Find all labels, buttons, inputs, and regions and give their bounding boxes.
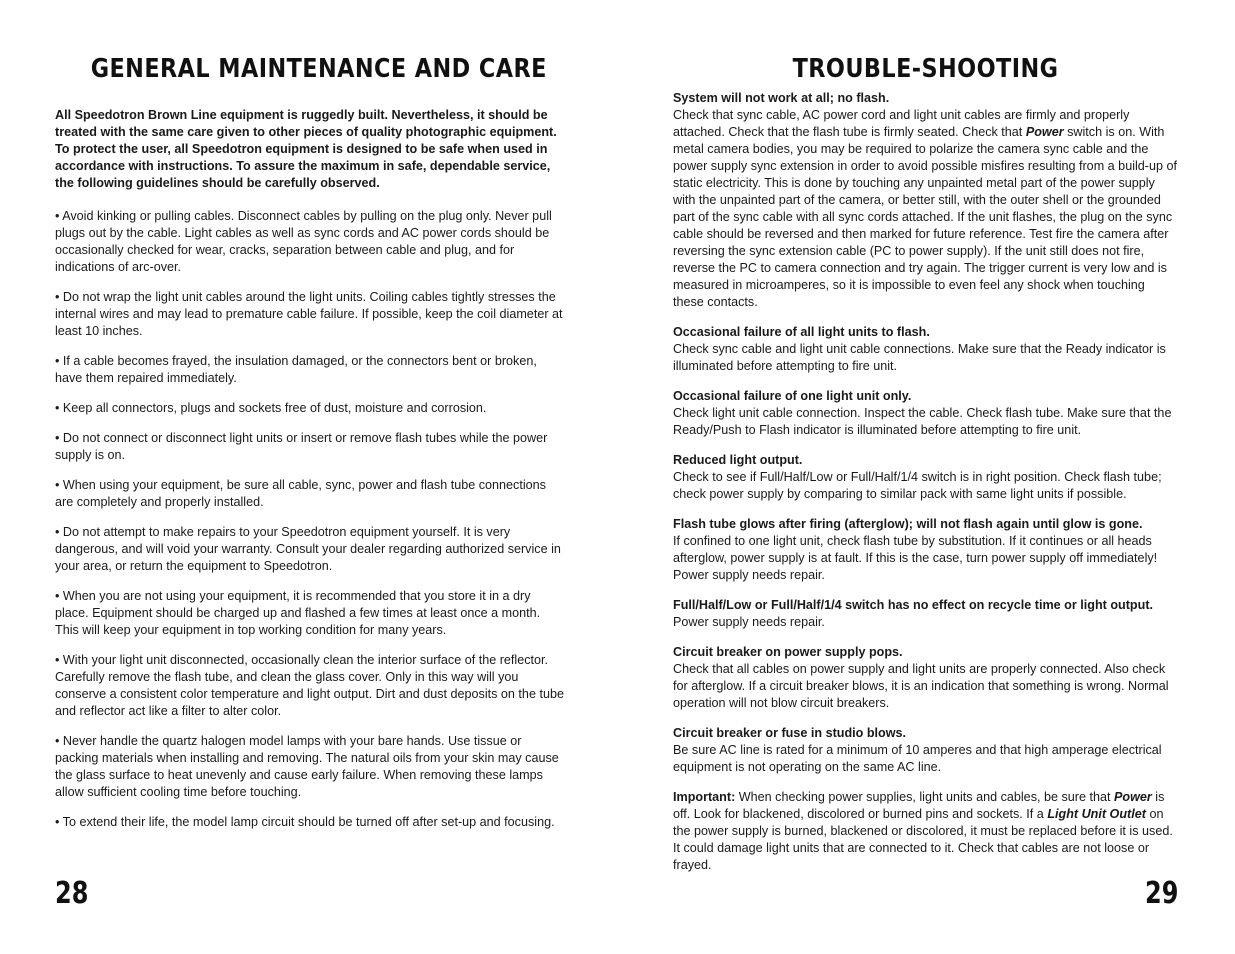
trouble-item-text: Check sync cable and light unit cable connections. Make sure that the Ready indicator is illuminated before attempting to fire unit.	[673, 342, 1166, 373]
maintenance-bullet: • To extend their life, the model lamp circuit should be turned off after set-up and focusing.	[55, 815, 555, 829]
maintenance-content	[55, 107, 565, 844]
trouble-item-text: switch is on. With metal camera bodies, you may be required to polarize the camera sync cable and the power supply sync extension in order to avoid possible misfires resulting from a build-up of static electricity. This is done by touching any unpainted metal part of the power supply with the unpainted part of the camera, or better still, with the outer shell or the grounded part of the sync cable with all sync cords attached. If the unit flashes, the plug on the sync cable should be reversed and then marked for future reference. Test fire the camera after reversing the sync extension cable (PC to power supply). If the unit still does not fire, reverse the PC to camera connection and try again. The trigger current is very low and is measured in microamperes, so it is impossible to even feel any shock when touching these contacts.	[673, 125, 1177, 309]
trouble-item-text: Be sure AC line is rated for a minimum of 10 amperes and that high amperage electrical equipment is not operating on the same AC line.	[673, 743, 1162, 774]
maintenance-bullet: • Keep all connectors, plugs and sockets free of dust, moisture and corrosion.	[55, 401, 487, 415]
maintenance-bullet: • Never handle the quartz halogen model lamps with your bare hands. Use tissue or packing materials when installing and removing. The natural oils from your skin may cause the glass surface to heat unevenly and cause early failure. When removing these lamps allow sufficient cooling time before touching.	[55, 734, 559, 799]
trouble-item	[673, 90, 1178, 311]
important-label: Important:	[673, 790, 736, 804]
trouble-item-title: Full/Half/Low or Full/Half/1/4 switch has no effect on recycle time or light output.	[673, 598, 1154, 612]
maintenance-bullet: • Do not wrap the light unit cables around the light units. Coiling cables tightly stresses the internal wires and may lead to premature cable failure. If possible, keep the coil diameter at least 10 inches.	[55, 290, 563, 338]
light-unit-outlet-label: Light Unit Outlet	[1047, 807, 1146, 821]
trouble-item-title: System will not work at all; no flash.	[673, 91, 890, 105]
important-note	[673, 789, 1178, 874]
trouble-item-title: Circuit breaker on power supply pops.	[673, 645, 903, 659]
trouble-item	[673, 324, 1178, 375]
trouble-item	[673, 597, 1178, 631]
trouble-item	[673, 516, 1178, 584]
important-text: on the power supply is burned, blackened or discolored, it must be replaced before it is used. It could damage light units that are connected to it. Check that cables are not loose or frayed.	[673, 807, 1173, 872]
trouble-item-text: Check light unit cable connection. Inspect the cable. Check flash tube. Make sure that the Ready/Push to Flash indicator is illuminated before attempting to fire unit.	[673, 406, 1172, 437]
trouble-item	[673, 388, 1178, 439]
page-number-left: 28	[55, 876, 89, 911]
maintenance-bullet: • When using your equipment, be sure all cable, sync, power and flash tube connections are completely and properly installed.	[55, 478, 546, 509]
trouble-item-text: Check to see if Full/Half/Low or Full/Half/1/4 switch is in right position. Check flash tube; check power supply by comparing to similar pack with same light units if possible.	[673, 470, 1162, 501]
maintenance-bullet: • Do not connect or disconnect light units or insert or remove flash tubes while the power supply is on.	[55, 431, 548, 462]
important-text: When checking power supplies, light units and cables, be sure that	[735, 790, 1114, 804]
trouble-item-title: Circuit breaker or fuse in studio blows.	[673, 726, 907, 740]
trouble-item-text: Check that all cables on power supply and light units are properly connected. Also check for afterglow. If a circuit breaker blows, it is an indication that something is wrong. Normal operation will not blow circuit breakers.	[673, 662, 1169, 710]
trouble-item-text: If confined to one light unit, check flash tube by substitution. If it continues or all heads afterglow, power supply is at fault. If this is the case, turn power supply off immediately! Power supply needs repair.	[673, 534, 1158, 582]
page-number-right: 29	[1145, 876, 1179, 911]
left-page-title: GENERAL MAINTENANCE AND CARE	[90, 54, 547, 84]
maintenance-bullet: • With your light unit disconnected, occasionally clean the interior surface of the reflector. Carefully remove the flash tube, and clean the glass cover. Only in this way will you conserve a consistent color temperature and light output. Dirt and dust deposits on the tube and reflector act like a filter to alter color.	[55, 653, 564, 718]
right-page-title: TROUBLE-SHOOTING	[792, 54, 1059, 84]
trouble-item-title: Occasional failure of one light unit only.	[673, 389, 912, 403]
troubleshooting-content	[673, 90, 1178, 887]
trouble-item	[673, 452, 1178, 503]
maintenance-bullet: • Do not attempt to make repairs to your Speedotron equipment yourself. It is very dangerous, and will void your warranty. Consult your dealer regarding authorized service in your area, or return the equipment to Speedotron.	[55, 525, 561, 573]
trouble-item-text: Power supply needs repair.	[673, 615, 825, 629]
maintenance-bullet: • If a cable becomes frayed, the insulation damaged, or the connectors bent or broken, have them repaired immediately.	[55, 354, 537, 385]
maintenance-intro: All Speedotron Brown Line equipment is ruggedly built. Nevertheless, it should be treated with the same care given to other pieces of quality photographic equipment. To protect the user, all Speedotron equipment is designed to be safe when used in accordance with instructions. To assure the maximum in safe, dependable service, the following guidelines should be carefully observed.	[55, 108, 557, 190]
trouble-item	[673, 644, 1178, 712]
power-switch-label: Power	[1114, 790, 1152, 804]
trouble-item-title: Flash tube glows after firing (afterglow); will not flash again until glow is gone.	[673, 517, 1143, 531]
trouble-item	[673, 725, 1178, 776]
maintenance-bullet: • Avoid kinking or pulling cables. Disconnect cables by pulling on the plug only. Never pull plugs out by the cable. Light cables as well as sync cords and AC power cords should be occasionally checked for wear, cracks, separation between cable and plug, and for indications of arc-over.	[55, 209, 552, 274]
power-switch-label: Power	[1025, 125, 1064, 139]
maintenance-bullet: • When you are not using your equipment, it is recommended that you store it in a dry place. Equipment should be charged up and flashed a few times at least once a month. This will keep your equipment in top working condition for many years.	[55, 589, 541, 637]
trouble-item-text: Check that sync cable, AC power cord and light unit cables are firmly and properly attached. Check that the flash tube is firmly seated. Check that	[673, 108, 1130, 139]
trouble-item-title: Occasional failure of all light units to flash.	[673, 325, 930, 339]
important-text: is off. Look for blackened, discolored or burned pins and sockets. If a	[673, 790, 1165, 821]
trouble-item-title: Reduced light output.	[673, 453, 803, 467]
